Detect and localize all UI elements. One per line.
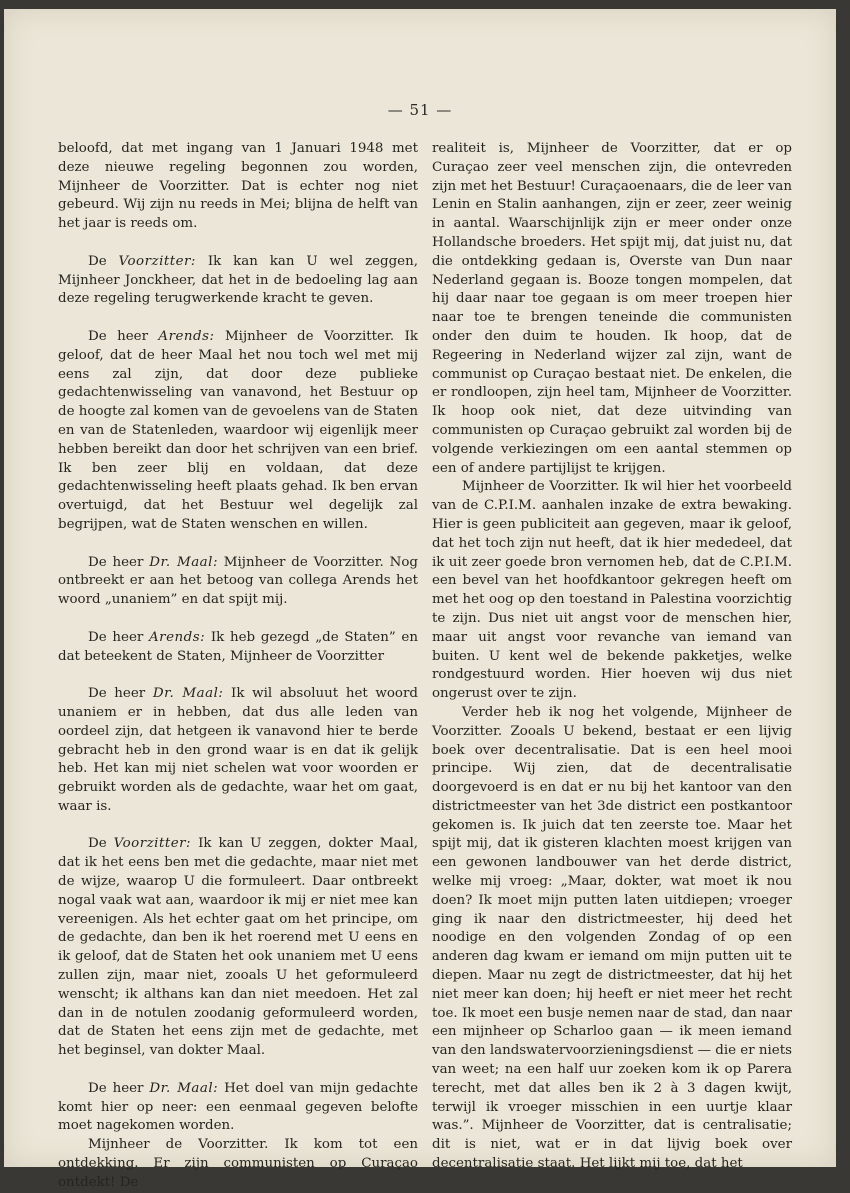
paragraph: De heer Dr. Maal: Het doel van mijn gedachte komt hier op neer: een eenmaal gegeven belofte moet nagekomen worden. (58, 1080, 418, 1134)
speaker-name: Arends: (158, 328, 215, 344)
paragraph: De heer Dr. Maal: Mijnheer de Voorzitter. Nog ontbreekt er aan het betoog van collega Arends het woord „unaniem” en dat spijt mij. (58, 554, 418, 608)
paragraph: De Voorzitter: Ik kan U zeggen, dokter Maal, dat ik het eens ben met die gedachte, maar niet met de wijze, waarop U die formuleert. Daar ontbreekt nogal vaak wat aan, waardoor ik mij er niet mee kan vereenigen. Als het echter gaat om het principe, om de gedachte, dan ben ik het roerend met U eens en ik geloof, dat de Staten het ook unaniem met U eens zullen zijn, maar niet, zooals U het geformuleerd wenscht; ik althans kan dan niet meedoen. Het zal dan in de notulen zoodanig geformuleerd worden, dat de Staten het eens zijn met de gedachte, met het beginsel, van dokter Maal. (58, 836, 419, 1059)
paragraph: Verder heb ik nog het volgende, Mijnheer de Voorzitter. Zooals U bekend, bestaat er een lijvig boek over decentralisatie. Dat is een heel mooi principe. Wij zien, dat de decentralisatie doorgevoerd is en dat er nu bij het kantoor van den districtmeester van het 3de district een postkantoor gekomen is. Ik juich dat ten zeerste toe. Maar het spijt mij, dat ik gisteren klachten moest krijgen van een gewonen landbouwer van het derde district, welke mij vroeg: „Maar, dokter, wat moet ik nou doen? Ik moet mijn putten laten uitdiepen; vroeger ging ik naar den districtmeester, hij deed het noodige en den volgenden Zondag of op een anderen dag kwam er iemand om mijn putten uit te diepen. Maar nu zegt de districtmeester, dat hij het niet meer kan doen; hij heeft er niet meer het recht toe. Ik moet een busje nemen naar de stad, dan naar een mijnheer op Scharloo gaan — ik meen iemand van den landswatervoorzieningsdienst — die er niets van weet; na een half uur zoeken kom ik op Parera terecht, met dat alles ben ik 2 à 3 dagen kwijt, terwijl ik vroeger misschien in een uurtje klaar was.”. Mijnheer de Voorzitter, dat is centralisatie; dit is niet, wat er in dat lijvig boek over decentralisatie staat. Het lijkt mij toe, dat het (432, 704, 792, 1172)
speaker-name: Voorzitter: (113, 836, 192, 852)
paragraph: De heer Dr. Maal: Ik wil absoluut het woord unaniem er in hebben, dat dus alle leden van oordeel zijn, dat hetgeen ik vanavond hier te berde gebracht heb in den grond waar is en dat ik gelijk heb. Het kan mij niet schelen wat voor woorden er gebruikt worden als de gedachte, waar het om gaat, waar is. (58, 686, 418, 814)
speaker-name: Voorzitter: (118, 253, 196, 269)
paragraph: beloofd, dat met ingang van 1 Januari 1948 met deze nieuwe regeling begonnen zou worden, Mijnheer de Voorzitter. Dat is echter nog niet gebeurd. Wij zijn nu reeds in Mei; blijna de helft van het jaar is reeds om. (58, 141, 418, 232)
left-column (58, 140, 418, 1193)
page-number: — 51 — (387, 101, 453, 119)
paragraph: De heer Arends: Ik heb gezegd „de Staten” en dat beteekent de Staten, Mijnheer de Voorzitter (58, 629, 418, 664)
paragraph: realiteit is, Mijnheer de Voorzitter, dat er op Curaçao zeer veel menschen zijn, die ontevreden zijn met het Bestuur! Curaçaoenaars, die de leer van Lenin en Stalin aanhangen, zijn er zeer, zeer weinig in aantal. Waarschijnlijk zijn er meer onder onze Hollandsche broeders. Het spijt mij, dat juist nu, dat die ontdekking gedaan is, Overste van Dun naar Nederland gegaan is. Booze tongen mompelen, dat hij daar naar toe gegaan is om meer troepen hier naar toe te brengen teneinde die communisten onder den duim te houden. Ik hoop, dat de Regeering in Nederland wijzer zal zijn, want de communist op Curaçao bestaat niet. De enkelen, die er rondloopen, zijn heel tam, Mijnheer de Voorzitter. Ik hoop ook niet, dat deze uitvinding van communisten op Curaçao gebruikt zal worden bij de volgende verkiezingen om een aantal stemmen op een of andere partijlijst te krijgen. (432, 141, 792, 476)
speaker-name: Dr. Maal: (152, 686, 224, 702)
document-page (4, 9, 836, 1190)
paragraph: Mijnheer de Voorzitter. Ik kom tot een ontdekking. Er zijn communisten op Curaçao ontdekt! De (58, 1137, 418, 1190)
speaker-name: Dr. Maal: (149, 1080, 219, 1096)
right-column (432, 140, 792, 1174)
speaker-name: Arends: (149, 629, 206, 645)
paragraph: Mijnheer de Voorzitter. Ik wil hier het voorbeeld van de C.P.I.M. aanhalen inzake de extra bewaking. Hier is geen publiciteit aan gegeven, maar ik geloof, dat het toch zijn nut heeft, dat ik hier mededeel, dat ik uit zeer goede bron vernomen heb, dat de C.P.I.M. een bevel van het hoofdkantoor gekregen heeft om met het oog op den toestand in Palestina voorzichtig te zijn. Dus niet uit angst voor de menschen hier, maar uit angst voor revanche van iemand van buiten. U kent wel de bekende pakketjes, welke rondgestuurd worden. Hier hoeven wij dus niet ongerust over te zijn. (432, 479, 792, 702)
speaker-name: Dr. Maal: (149, 554, 218, 570)
paragraph: De Voorzitter: Ik kan kan U wel zeggen, Mijnheer Jonckheer, dat het in de bedoeling lag aan deze regeling terugwerkende kracht te geven. (58, 253, 418, 307)
paragraph: De heer Arends: Mijnheer de Voorzitter. Ik geloof, dat de heer Maal het nou toch wel met mij eens zal zijn, dat door deze publieke gedachtenwisseling van vanavond, het Bestuur op de hoogte zal komen van de gevoelens van de Staten en van de Statenleden, waardoor wij eigenlijk meer hebben bereikt dan door het schrijven van een brief. Ik ben zeer blij en voldaan, dat deze gedachtenwisseling heeft plaats gehad. Ik ben ervan overtuigd, dat het Bestuur wel degelijk zal begrijpen, wat de Staten wenschen en willen. (58, 328, 418, 532)
